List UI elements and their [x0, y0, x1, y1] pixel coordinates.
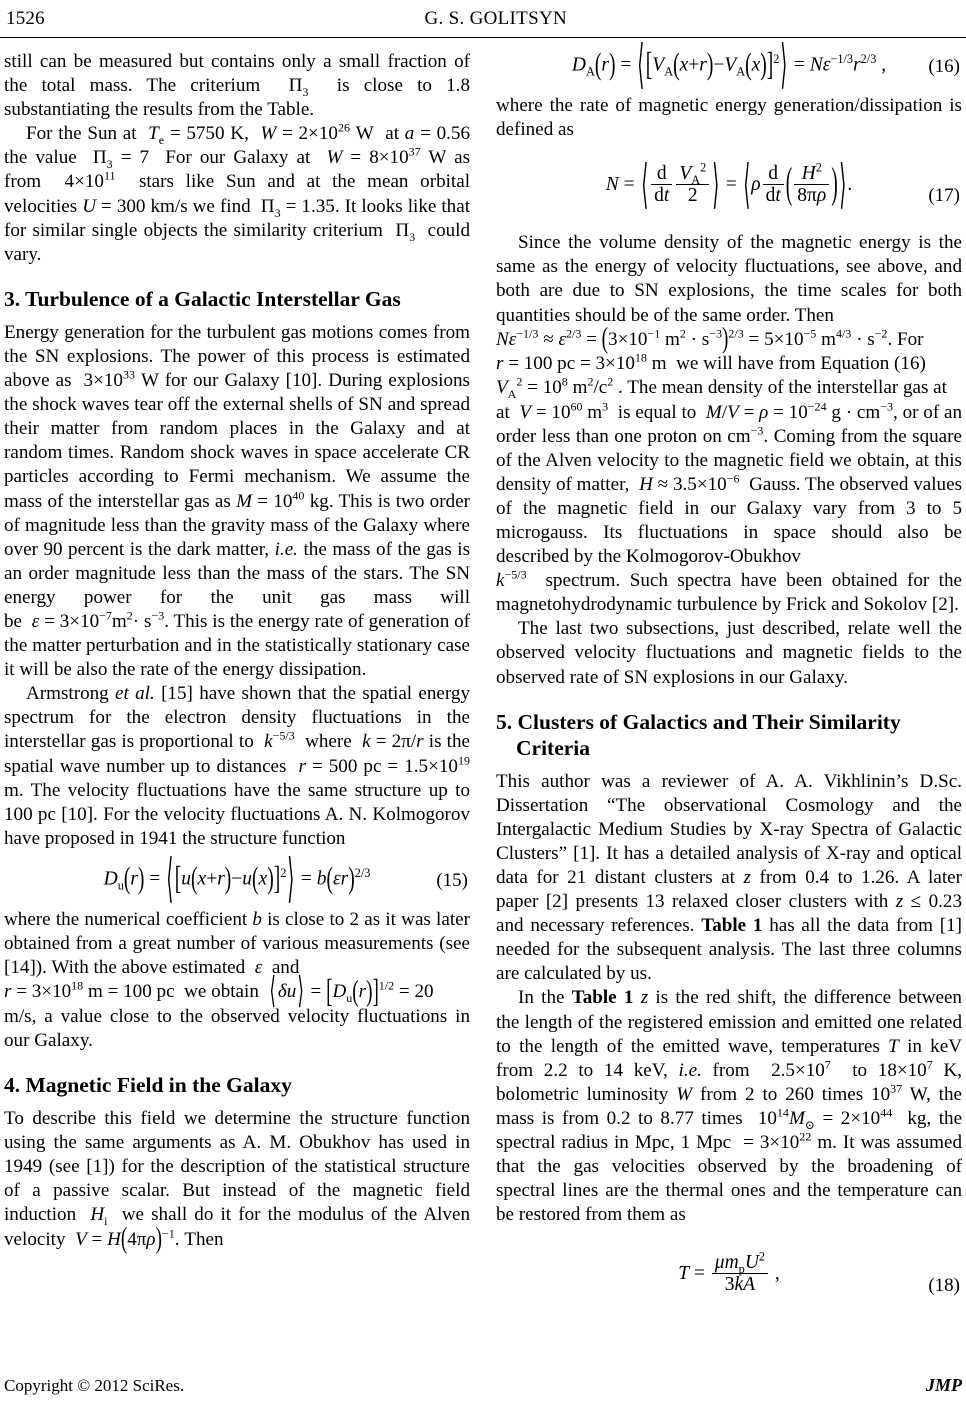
p2-a: For the Sun at: [26, 123, 137, 145]
paragraph-armstrong: [4, 682, 470, 851]
section-heading-3: 3. Turbulence of a Galactic Interstellar Gas: [4, 286, 401, 311]
p11-e: from 2 to 260 times: [700, 1083, 864, 1105]
p8-d: . The mean density of the interstellar gas at: [618, 377, 947, 399]
p11-g: kg, the spectral radius in Mpc, 1 Mpc: [496, 1107, 963, 1154]
p2-Wexp: 26: [337, 120, 350, 135]
p3-e: . This is the energy rate of generation of the matter perturbation and in the statistically stationary case it will be also the rate of the energy dissipation.: [4, 610, 471, 681]
paragraph-volume-density: [496, 231, 962, 327]
p8-f: , or of an order less than one proton on cm: [496, 401, 962, 447]
equation-16: $D_A(r)$ = $⟨[V_A(x+r)-V_A(x)]^2⟩ = N\varepsilon^{-1/3}r^{2/3}$ , (16): [571, 39, 960, 96]
p8-cm3: −3: [750, 423, 764, 438]
p2-at: at: [385, 123, 400, 145]
p11-10: 10: [871, 1083, 891, 1105]
p4-b: [15] have shown that the spatial energy spectrum for the electron density fluctuations in the interstellar gas is proportional to: [4, 683, 471, 753]
p5-e: m/s, a value close to the observed velocity fluctuations in our Galaxy.: [4, 1005, 470, 1051]
p11-2e44: 2×10: [840, 1107, 881, 1129]
p8-g: . Coming from the square of the Alven velocity to the magnetic field we obtain, at this density of matter,: [496, 425, 962, 495]
p11-10b: 10: [757, 1107, 777, 1129]
inline-volume: $V = 10^{60}$ $m^3$: [519, 399, 609, 423]
equation-18-number: (18): [928, 1274, 960, 1296]
p5-r: r: [4, 981, 12, 1003]
paragraph-density-value: [496, 401, 962, 570]
p4-r: r: [416, 731, 424, 753]
p8-k: k: [496, 570, 505, 592]
p8-c: we will have from Equation (16): [676, 353, 926, 375]
page-number: 1526: [6, 8, 45, 29]
p8-e: is equal to: [617, 401, 697, 423]
p3-m: m: [111, 610, 127, 632]
p11-10bexp: 14: [776, 1105, 789, 1120]
p11-sun: ⊙: [804, 1117, 815, 1132]
p8-at: at: [496, 401, 510, 423]
p11-to: to: [852, 1059, 868, 1081]
paragraph-ms-value: [4, 1005, 470, 1053]
p11-10exp: 37: [890, 1081, 903, 1096]
paragraph-last-two-subsections: The last two subsections, just described, relate well the observed velocity fluctuations and magnetic fields to the observed rate of SN explosions in our Galaxy.: [496, 618, 962, 688]
paragraph-sun-values: For the Sun at $T_e = 5750$ K, $W = 2\times 10^{26}$ W at a = 0.56 the value $\Pi_3 = 7$ For our Galaxy at $W = 8\times 10^{37}$ W as from $4\times 10^{11}$ stars like Sun and at the mean orbital velocities U = 300 km/s we find $\Pi_3 = 1.35$. It looks like that for similar single objects the similarity criterium $\Pi_3$ could vary.: [4, 120, 471, 265]
p3-Mexp: 40: [292, 488, 305, 503]
p2-pi3v: = 7: [120, 147, 150, 169]
p5-rexp: 18: [71, 978, 84, 993]
p10-b: from 0.4 to 1.26. A later paper [2] presents 13 relaxed closer clusters with: [496, 867, 962, 913]
p3-epsexp: −7: [99, 608, 112, 623]
p8-a: Since the volume density of the magnetic energy is the same as the energy of velocity fluctuations, see above, and both are due to SN explosions, the time scales for both quantities should be of the same order. Then: [496, 232, 962, 326]
p11-a: In the: [518, 987, 565, 1009]
equation-18: T = $\frac{\mu m_pU^2}{3kA}$ , (18): [678, 1249, 960, 1296]
para1-text-b: is close to 1.8 substantiating the results from the Table.: [4, 75, 470, 121]
paragraph-continuation: [4, 50, 470, 122]
paragraph-table1-description: [496, 986, 962, 1227]
p4-a: Armstrong: [26, 683, 109, 705]
p2-U: U: [82, 195, 96, 217]
inline-va-squared: $V_A^2 = 10^8$ $m^2/c^2$: [496, 375, 614, 402]
p11-18exp: 7: [926, 1057, 933, 1072]
p2-d: W as from: [4, 147, 471, 193]
p2-pi3v2: = 1.35: [285, 195, 335, 217]
p3-powexp: 33: [122, 367, 135, 382]
p11-f: W, the mass is from 0.2 to 8.77 times: [496, 1083, 962, 1129]
p4-15exp: 19: [457, 753, 470, 768]
pi-subscript: 3: [302, 84, 309, 99]
p2-a-sym: a: [404, 123, 415, 145]
p2-c: For our Galaxy at: [165, 147, 311, 169]
p2-comma: ,: [244, 123, 249, 145]
p4-kexp: −5/3: [272, 729, 295, 744]
p5-rpc: m = 100 pc: [87, 981, 175, 1003]
p10-z2: z: [895, 891, 904, 913]
p11-d: , bolometric luminosity: [496, 1059, 963, 1105]
p6-c: . Then: [174, 1228, 224, 1250]
p3-eps: = 3×10: [44, 610, 100, 632]
inline-H-value: $H \approx 3.5\times 10^{-6}$: [639, 471, 740, 495]
paragraph-energy-generation: Energy generation for the turbulent gas motions comes from the SN explosions. The power of this process is estimated above as $3\times 10^{33}$ W for our Galaxy [10]. During explosions the shock waves tear off the external shells of SN and spread their matter from random places in the Galaxy and at random times. Random shock waves in space accelerate CR particles according to Fermi mechanism. We assume the mass of the interstellar gas as $M = 10^{40}$ kg. This is two order of magnitude less than the gravity mass of the Galaxy where over 90 percent is the dark matter, i.e. the mass of the gas is an order magnitude less than the mass of the stars. The SN energy power for the unit gas mass will be $\varepsilon = 3\times 10^{-7}m^2\cdot s^{-3}$. This is the energy rate of generation of the matter perturbation and in the statistically stationary case it will be also the rate of the energy dissipation.: [4, 321, 471, 681]
p11-mpcexp: 22: [799, 1129, 812, 1144]
p11-mpc: = 3×10: [743, 1132, 800, 1154]
p11-K: K: [943, 1059, 958, 1081]
p11-z: z: [640, 987, 649, 1009]
p5-and: and: [271, 957, 300, 979]
p4-500pc: = 500 pc =: [311, 755, 399, 777]
p11-h: m. It was assumed that the gas velocities observed by the broadening of spectral lines are the thermal ones and the temperature can be restored from them as: [496, 1132, 963, 1226]
equation-15-number: (15): [436, 869, 468, 891]
running-head: [0, 8, 966, 32]
p11-c: in keV from 2.2 to 14 keV,: [496, 1035, 962, 1081]
para1-text-a: still can be measured but contains only a small fraction of the total mass. The criterium: [4, 51, 470, 97]
p3-s: · s: [132, 610, 152, 632]
inline-du-expression: ⟨δu⟩ = $[D_u(r)]^{1/2} = 20$: [269, 971, 434, 1012]
p4-d: m. The velocity fluctuations have the same structure up to 100 pc [10]. For the velocity fluctuations A. N. Kolmogorov have proposed in 1941 the structure function: [4, 779, 470, 849]
running-author: G. S. GOLITSYN: [424, 8, 567, 29]
p3-s3: −3: [151, 608, 165, 623]
paragraph-coefficient-b: [4, 908, 470, 980]
p11-from: from: [712, 1059, 750, 1081]
paragraph-rate-definition: where the rate of magnetic energy generation/dissipation is defined as: [496, 95, 962, 141]
p2-W2: = 8×10: [350, 147, 409, 169]
p2-te: = 5750 K: [169, 123, 245, 145]
p11-25e7: 2.5×10: [771, 1059, 825, 1081]
p5-b: b: [252, 908, 262, 930]
p11-table1: Table 1: [571, 987, 634, 1009]
paragraph-n-epsilon: [496, 323, 962, 356]
p11-25exp: 7: [824, 1057, 831, 1072]
inline-n-epsilon-expression: $N\varepsilon^{-1/3} \approx \varepsilon^{2/3} = (3\times 10^{-1}$ $m^2 \cdot s^{-3})^{2/3} = 5\times 10^{-5}$ $m^{4/3} \cdot s^{-2}$: [496, 323, 888, 356]
p10-z: z: [743, 867, 751, 888]
left-column: [4, 50, 470, 1345]
p4-2pi: = 2π/: [375, 731, 417, 753]
p8-b: . For: [887, 328, 924, 350]
p8-i: spectrum. Such spectra have been obtained for the magnetohydrodynamic turbulence by Frick and Sokolov [2].: [496, 570, 962, 616]
p11-2e44exp: 44: [880, 1105, 893, 1120]
p4-15e: 1.5×10: [404, 755, 458, 777]
equation-17-number: (17): [928, 185, 960, 207]
p6-Hsub: i: [104, 1214, 108, 1229]
equation-16-number: (16): [928, 56, 960, 77]
p10-c: ≤ 0.23 and necessary references.: [496, 891, 962, 937]
paragraph-spectrum: [496, 569, 962, 617]
p2-g: . It looks like that for similar single objects the similarity criterium: [4, 195, 471, 241]
p5-c: is close to 2 as it was later obtained from a great number of various measurements (see [14]). With the above estimated: [4, 908, 470, 979]
p10-table1: Table 1: [701, 915, 763, 937]
section-heading-5: 5. Clusters of Galactics and Their Similarity Criteria: [496, 709, 901, 760]
p5-d: we obtain: [184, 981, 259, 1003]
p2-stars: 4×10: [64, 171, 104, 193]
p6-a: To describe this field we determine the structure function using the same arguments as A. M. Obukhov has used in 1949 (see [1]) for the description of the statistical structure of a passive scalar. But instead of the magnetic field induction: [4, 1108, 470, 1226]
p3-ie: i.e.: [274, 538, 298, 560]
p11-T: T: [888, 1035, 899, 1057]
p5-rv: = 3×10: [16, 981, 72, 1003]
p6-b: we shall do it for the modulus of the Alven velocity: [4, 1204, 471, 1250]
p3-power: 3×10: [83, 370, 123, 392]
paragraph-describe-field: [4, 1107, 471, 1256]
p4-r2: r: [298, 755, 306, 777]
p3-d: the mass of the gas is an order magnitude less than the mass of the stars. The SN energy power for the unit gas mass will be: [4, 538, 471, 632]
paragraph-va-squared: [496, 376, 962, 400]
p4-where: where: [305, 731, 352, 753]
page-footer: [0, 1375, 966, 1396]
p11-eq: =: [822, 1107, 834, 1129]
p4-k2: k: [362, 731, 371, 753]
p3-b: W for our Galaxy [10]. During explosions the shock waves tear off the external shells of SN and spread their matter from random places in the Galaxy and at random times. Random shock waves in space accelerate CR particles according to Fermi mechanism. We assume the mass of the interstellar gas as: [4, 370, 470, 512]
p3-Mv: = 10: [257, 490, 293, 512]
p2-h: could vary.: [4, 219, 471, 265]
p3-c: kg. This is two order of magnitude less than the gravity mass of the Galaxy where over 90 percent is the dark matter,: [4, 490, 470, 560]
p2-Wunit: W: [355, 123, 374, 145]
paragraph-vikhlinin: [496, 770, 962, 987]
p8-h: Gauss. The observed values of the magnetic field in our Galaxy vary from 3 to 5 microgauss. Its fluctuations in space should also be described by the Kolmogorov-Obukhov: [496, 473, 962, 568]
p11-b: is the red shift, the difference between the length of the registered emission and emitted one related to the length of the emitted wave, temperatures: [496, 987, 962, 1057]
inline-alven-velocity: $V = H(4\pi\rho)^{-1}$: [75, 1222, 175, 1256]
p2-W2exp: 37: [408, 145, 421, 160]
p5-a: where the numerical coefficient: [4, 908, 248, 930]
p11-M: M: [788, 1107, 805, 1129]
header-rule: [0, 37, 966, 38]
p4-c: is the spatial wave number up to distances: [4, 731, 470, 777]
p2-b: = 0.56 the value: [4, 123, 470, 169]
right-column: [496, 39, 963, 1345]
p8-kexp: −5/3: [504, 567, 527, 582]
p4-k: k: [264, 731, 273, 753]
inline-mass-density: $M/V = \rho = 10^{-24}$ $g \cdot cm^{-3}$: [705, 399, 893, 423]
p2-e: stars like Sun and at the mean orbital velocities: [4, 171, 471, 217]
equation-17: N = ⟨ $\frac{d}{dt}$ $\frac{V_A^2}{2}$ ⟩ = ⟨ρ $\frac{d}{dt}$ ( $\frac{H^2}{8\pi\rho}$ )⟩. (17): [605, 158, 960, 216]
paragraph-r-100pc: [496, 352, 962, 376]
p2-f: = 300 km/s we find: [101, 195, 251, 217]
p11-18e7: 18×10: [877, 1059, 927, 1081]
equation-15: $D_u(r)$ = $⟨[u(x+r)-u(x)]^2⟩ = b(\varepsilon r)^{2/3}$ (15): [103, 852, 468, 910]
p3-M: M: [236, 490, 252, 512]
p6-H: H: [90, 1204, 105, 1226]
p2-W: W: [260, 123, 277, 145]
p11-W: W: [676, 1083, 693, 1105]
p3-m2: 2: [126, 608, 133, 623]
p10-a: This author was a reviewer of A. A. Vikhlinin’s D.Sc. Dissertation “The observational Cosmology and the Intergalactic Medium Studies by X-ray Spectra of Galactic Clusters” [1]. It has a detailed analysis of X-ray and optical data for 21 distant clusters at: [496, 770, 962, 888]
p3-a: Energy generation for the turbulent gas motions comes from the SN explosions. The power of this process is estimated above as: [4, 321, 470, 392]
p2-Wv: = 2×10: [282, 123, 338, 145]
journal-abbreviation: JMP: [926, 1375, 962, 1395]
p4-etal: et al.: [115, 683, 155, 705]
copyright-notice: Copyright © 2012 SciRes.: [4, 1376, 185, 1395]
inline-r-100pc: r = 100 pc = $3\times 10^{18}$ m: [496, 350, 667, 375]
pi-symbol: Π: [288, 75, 303, 97]
p10-d: has all the data from [1] needed for the subsequent analysis. The last three columns are calculated by us.: [496, 915, 962, 985]
body-columns: [0, 39, 966, 1345]
p11-ie: i.e.: [678, 1059, 702, 1081]
p2-starsexp: 11: [103, 169, 116, 184]
paragraph-obtain-du: [4, 971, 470, 1012]
section-heading-4: 4. Magnetic Field in the Galaxy: [4, 1073, 292, 1098]
p5-eps: ε: [254, 957, 263, 979]
